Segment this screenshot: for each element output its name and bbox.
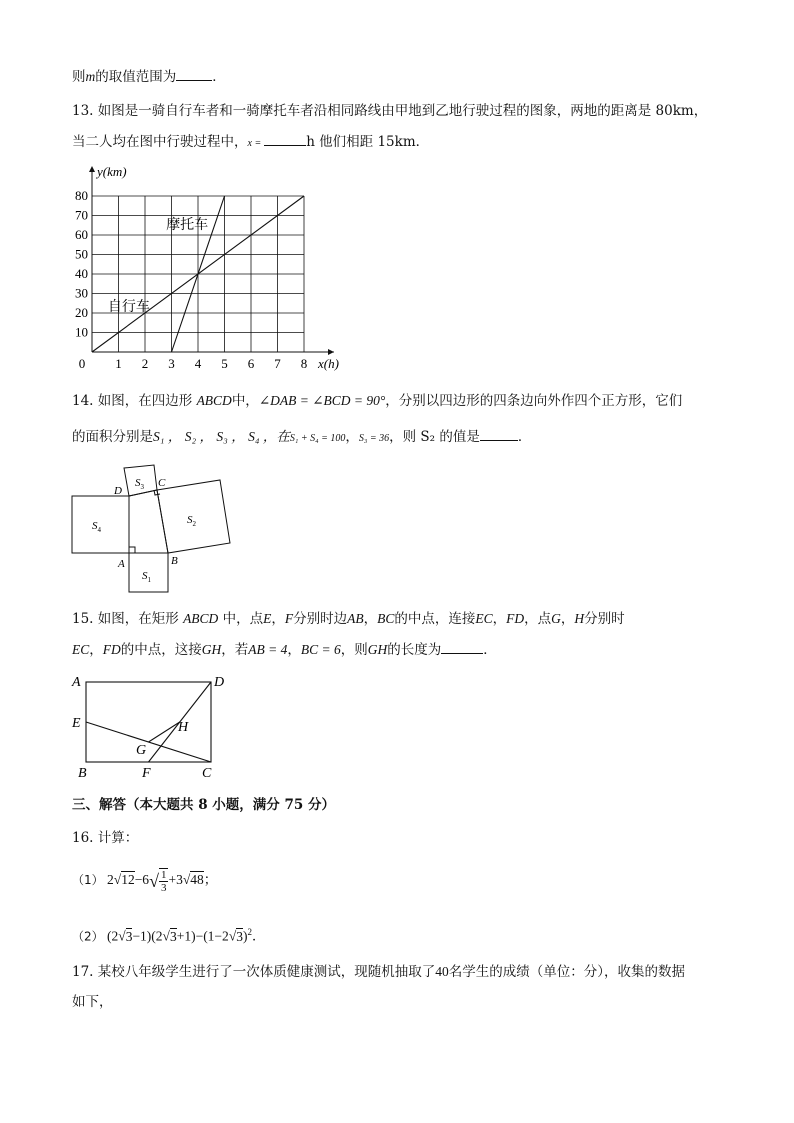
- text: 的中点，这接: [120, 642, 202, 658]
- segment-gh: [149, 722, 180, 742]
- text: ；: [203, 872, 218, 888]
- math-var: AB: [347, 611, 364, 626]
- label-d: D: [114, 485, 122, 497]
- math-num: 2: [107, 872, 114, 888]
- q14-line2: [72, 426, 531, 449]
- answer-blank[interactable]: [441, 639, 483, 654]
- math-var: ABCD: [183, 611, 219, 626]
- math-op: +3: [168, 872, 183, 888]
- y-tick-label: 50: [75, 246, 88, 262]
- text: h 他们相距 15km．: [306, 134, 430, 150]
- math-var: m: [85, 69, 96, 84]
- y-tick-label: 80: [75, 188, 88, 203]
- math-expr: ): [242, 928, 248, 944]
- series-label-bicycle: 自行车: [107, 300, 150, 316]
- math-expr: S₁ + S₄ = 100: [289, 433, 346, 444]
- x-axis-label: x(h): [318, 356, 339, 371]
- label-h: H: [178, 720, 189, 735]
- y-tick-label: 70: [75, 207, 88, 223]
- y-tick-label: 10: [75, 324, 88, 340]
- math-expr: BC = 6: [300, 642, 341, 657]
- y-axis-label: y(km): [97, 164, 127, 179]
- text: 当二人均在图中行驶过程中，: [72, 134, 248, 150]
- x-tick-label: 8: [300, 356, 308, 371]
- math-var: ABCD: [196, 393, 232, 408]
- y-tick-label: 40: [75, 266, 88, 281]
- text: ，分别以四边形的四条边向外作四个正方形，它们: [385, 393, 683, 409]
- text: ，: [363, 611, 378, 627]
- math-var: FD: [506, 611, 525, 626]
- label-f: F: [142, 766, 151, 781]
- q14-line1: [72, 391, 682, 411]
- square-s1: [129, 553, 168, 592]
- rectangle-figure: [68, 670, 238, 782]
- math-expr: (2: [107, 928, 119, 944]
- part-label: （1）: [72, 873, 104, 888]
- square-s4: [72, 496, 129, 553]
- math-expr: ∠DAB = ∠BCD = 90°: [258, 393, 386, 408]
- text: ，: [287, 642, 301, 658]
- text: ．: [251, 928, 266, 944]
- text: 的取值范围为: [95, 69, 177, 85]
- text: 14. 如图，在四边形: [72, 393, 193, 409]
- x-tick-label: 2: [141, 356, 149, 371]
- text: 17. 某校八年级学生进行了一次体质健康测试，现随机抽取了: [72, 964, 436, 980]
- label-c: C: [158, 477, 166, 489]
- math-var: E: [263, 611, 272, 626]
- part-label: （2）: [72, 929, 104, 944]
- q16-part2: [72, 922, 265, 947]
- text: ，点: [524, 611, 552, 627]
- sqrt-12: √12: [113, 872, 135, 888]
- label-s3: $S_3$: [135, 477, 144, 491]
- exponent: 2: [247, 927, 252, 937]
- label-s1: $S_1$: [142, 570, 151, 584]
- text: ，: [345, 429, 359, 445]
- x-tick-label: 4: [194, 356, 202, 371]
- q13-line1: 13. 如图是一骑自行车者和一骑摩托车者沿相同路线由甲地到乙地行驶过程的图象，两地的距离是 80km，: [72, 103, 708, 119]
- square-s2: [157, 480, 230, 553]
- q15-line1: [72, 609, 625, 629]
- text: ．: [483, 642, 497, 658]
- origin-label: 0: [78, 356, 86, 371]
- math-op: −6: [134, 872, 150, 888]
- label-e: E: [72, 716, 81, 731]
- math-var: BC: [377, 611, 395, 626]
- q17-line1: [72, 962, 685, 982]
- y-tick-label: 60: [75, 227, 88, 242]
- distance-time-chart: [68, 160, 368, 375]
- sqrt-fraction: √ $\frac{1}{3}$: [149, 869, 167, 894]
- math-expr: S₃ = 36: [358, 433, 390, 444]
- math-var: G: [551, 611, 561, 626]
- text: ，: [89, 642, 103, 658]
- x-tick-label: 5: [221, 356, 228, 371]
- x-tick-label: 1: [115, 356, 122, 371]
- answer-blank[interactable]: [264, 131, 306, 146]
- q17-line2: 如下，: [72, 994, 113, 1010]
- quadrilateral-abcd: [129, 490, 168, 553]
- answer-blank[interactable]: [480, 426, 518, 441]
- text: 分别时边: [293, 611, 348, 627]
- label-b: B: [78, 766, 87, 781]
- series-label-motorcycle: 摩托车: [166, 218, 209, 234]
- text: ，: [492, 611, 507, 627]
- x-tick-label: 3: [168, 356, 175, 371]
- text: 中，点: [222, 611, 264, 627]
- text: 的面积分别是: [72, 429, 153, 445]
- q16-part1: [72, 868, 217, 894]
- text: ，: [560, 611, 575, 627]
- text: ．: [517, 429, 532, 445]
- q13-line2: [72, 131, 429, 154]
- x-tick-label: 7: [274, 356, 281, 371]
- text: 分别时: [584, 611, 625, 627]
- math-var: GH: [201, 642, 222, 657]
- label-s4: $S_4$: [92, 520, 101, 534]
- label-c: C: [202, 766, 212, 781]
- section-heading: 三、解答（本大题共 8 小题，满分 75 分）: [72, 797, 335, 813]
- text: ，则 S₂ 的值是: [389, 429, 480, 445]
- sqrt-3: √3: [118, 928, 133, 944]
- q15-line2: [72, 639, 497, 660]
- sqrt-3: √3: [228, 928, 243, 944]
- x-tick-label: 6: [247, 356, 255, 371]
- text: 中，: [231, 393, 259, 409]
- answer-blank[interactable]: [176, 66, 212, 81]
- q12-tail: [72, 66, 226, 87]
- y-axis-arrow: [89, 166, 95, 172]
- text: 则: [72, 69, 86, 85]
- x-axis-arrow: [328, 349, 334, 355]
- y-tick-label: 30: [75, 285, 88, 301]
- quadrilateral-squares-figure: [68, 460, 238, 595]
- text: 的长度为: [387, 642, 442, 658]
- text: 名学生的成绩（单位：分），收集的数据: [448, 964, 686, 980]
- math-expr: −1)(2: [132, 928, 163, 944]
- sqrt-48: √48: [182, 872, 204, 888]
- math-var: EC: [72, 642, 90, 657]
- math-expr: AB = 4: [248, 642, 288, 657]
- y-tick-label: 20: [75, 305, 88, 320]
- text: ．: [212, 69, 226, 85]
- label-a: A: [118, 558, 125, 570]
- math-var: x =: [247, 138, 262, 149]
- label-a: A: [72, 675, 81, 690]
- math-expr: +1)−(1−2: [176, 928, 229, 944]
- label-s2: $S_2$: [187, 514, 196, 528]
- label-d: D: [214, 675, 225, 690]
- label-b: B: [171, 555, 178, 567]
- sqrt-3: √3: [162, 928, 177, 944]
- label-g: G: [136, 743, 147, 758]
- right-angle-a: [129, 547, 135, 553]
- text: ，: [271, 611, 285, 627]
- text: ，则: [340, 642, 368, 658]
- text: ，若: [221, 642, 249, 658]
- text: 的中点，连接: [394, 611, 476, 627]
- rectangle-abcd: [86, 682, 211, 762]
- math-var: FD: [102, 642, 121, 657]
- math-num: 40: [435, 964, 449, 979]
- math-var: H: [574, 611, 585, 626]
- math-var: EC: [475, 611, 493, 626]
- q16-title: 16. 计算：: [72, 830, 139, 846]
- math-expr: S₁ ， S₂ ， S₃ ， S₄ ，在: [153, 429, 290, 444]
- math-var: GH: [367, 642, 388, 657]
- math-var: F: [284, 611, 294, 626]
- text: 15. 如图，在矩形: [72, 611, 179, 627]
